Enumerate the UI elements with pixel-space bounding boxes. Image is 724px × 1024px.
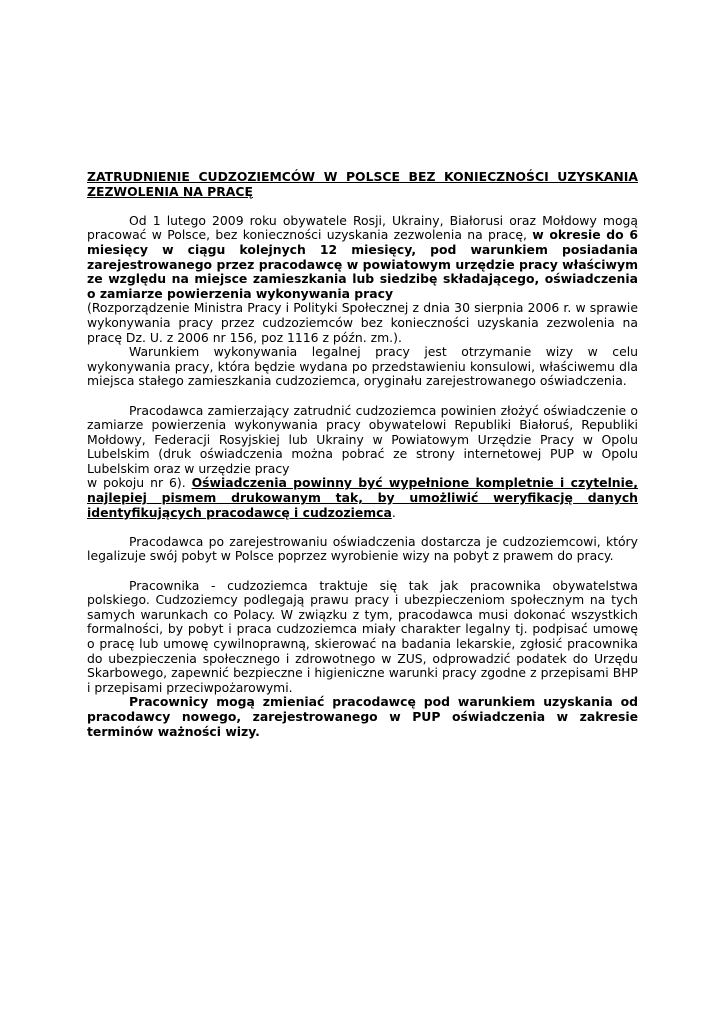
spacer bbox=[87, 564, 638, 579]
regulation-reference: (Rozporządzenie Ministra Pracy i Polityki Społecznej z dnia 30 sierpnia 2006 r. w sprawie wykonywania pracy przez cudzoziemców bez konieczności uzyskania zezwolenia na pracę Dz. U. z 2006 nr 156, poz 1116 z późn. zm.). bbox=[87, 300, 638, 345]
spacer bbox=[87, 199, 638, 214]
declaration-requirements: Oświadczenia powinny być wypełnione kompletnie i czytelnie, najlepiej pismem drukowanym tak, by umożliwić weryfikację danych identyfikujących pracodawcę i cudzoziemca bbox=[87, 475, 638, 520]
spacer bbox=[87, 389, 638, 404]
intro-text: Od 1 lutego 2009 roku obywatele Rosji, Ukrainy, Białorusi oraz Mołdowy mogą pracować w Polsce, bez konieczności uzyskania zezwolenia na pracę, bbox=[87, 212, 638, 243]
paragraph-visa-condition: Warunkiem wykonywania legalnej pracy jest otrzymanie wizy w celu wykonywania pracy, która będzie wydana po przedstawieniu konsulowi, właściwemu dla miejsca stałego zamieszkania cudzoziemca, oryginału zarejestrowanego oświadczenia. bbox=[87, 344, 638, 389]
paragraph-intro bbox=[87, 214, 638, 302]
document-page bbox=[87, 170, 638, 739]
room-number-text: w pokoju nr 6). bbox=[87, 475, 192, 491]
paragraph-declaration-emphasis bbox=[87, 476, 638, 520]
paragraph-employer-change: Pracownicy mogą zmieniać pracodawcę pod warunkiem uzyskania od pracodawcy nowego, zarejestrowanego w PUP oświadczenia w zakresie terminów ważności wizy. bbox=[87, 694, 638, 739]
paragraph-visa-legalization: Pracodawca po zarejestrowaniu oświadczenia dostarcza je cudzoziemcowi, który legalizuje swój pobyt w Polsce poprzez wyrobienie wizy na pobyt z prawem do pracy. bbox=[87, 533, 638, 564]
spacer bbox=[87, 520, 638, 535]
period: . bbox=[391, 504, 396, 520]
intro-bold-condition: w okresie do 6 miesięcy w ciągu kolejnych 12 miesięcy, pod warunkiem posiadania zarejestrowanego przez pracodawcę w powiatowym urzędzie pracy właściwym ze względu na miejsce zamieszkania lub siedzibę składającego, oświadczenia o zamiarze powierzenia wykonywania pracy bbox=[87, 227, 638, 301]
paragraph-employee-rights: Pracownika - cudzoziemca traktuje się tak jak pracownika obywatelstwa polskiego. Cudzoziemcy podlegają prawu pracy i ubezpieczeniom społecznym na tych samych warunkach co Polacy. W związku z tym, pracodawca musi dokonać wszystkich formalności, by pobyt i praca cudzoziemca miały charakter legalny tj. podpisać umowę o pracę lub umowę cywilnoprawną, skierować na badania lekarskie, zgłosić pracownika do ubezpieczenia społecznego i zdrowotnego w ZUS, odprowadzić podatek do Urzędu Skarbowego, zapewnić bezpieczne i higieniczne warunki pracy zgodne z przepisami BHP i przepisami przeciwpożarowymi. bbox=[87, 577, 638, 695]
paragraph-employer-declaration: Pracodawca zamierzający zatrudnić cudzoziemca powinien złożyć oświadczenie o zamiarze powierzenia wykonywania pracy obywatelowi Republiki Białoruś, Republiki Mołdowy, Federacji Rosyjskiej lub Ukrainy w Powiatowym Urzędzie Pracy w Opolu Lubelskim (druk oświadczenia można pobrać ze strony internetowej PUP w Opolu Lubelskim oraz w urzędzie pracy bbox=[87, 402, 638, 476]
document-title: ZATRUDNIENIE CUDZOZIEMCÓW W POLSCE BEZ KONIECZNOŚCI UZYSKANIA ZEZWOLENIA NA PRACĘ bbox=[87, 169, 638, 199]
